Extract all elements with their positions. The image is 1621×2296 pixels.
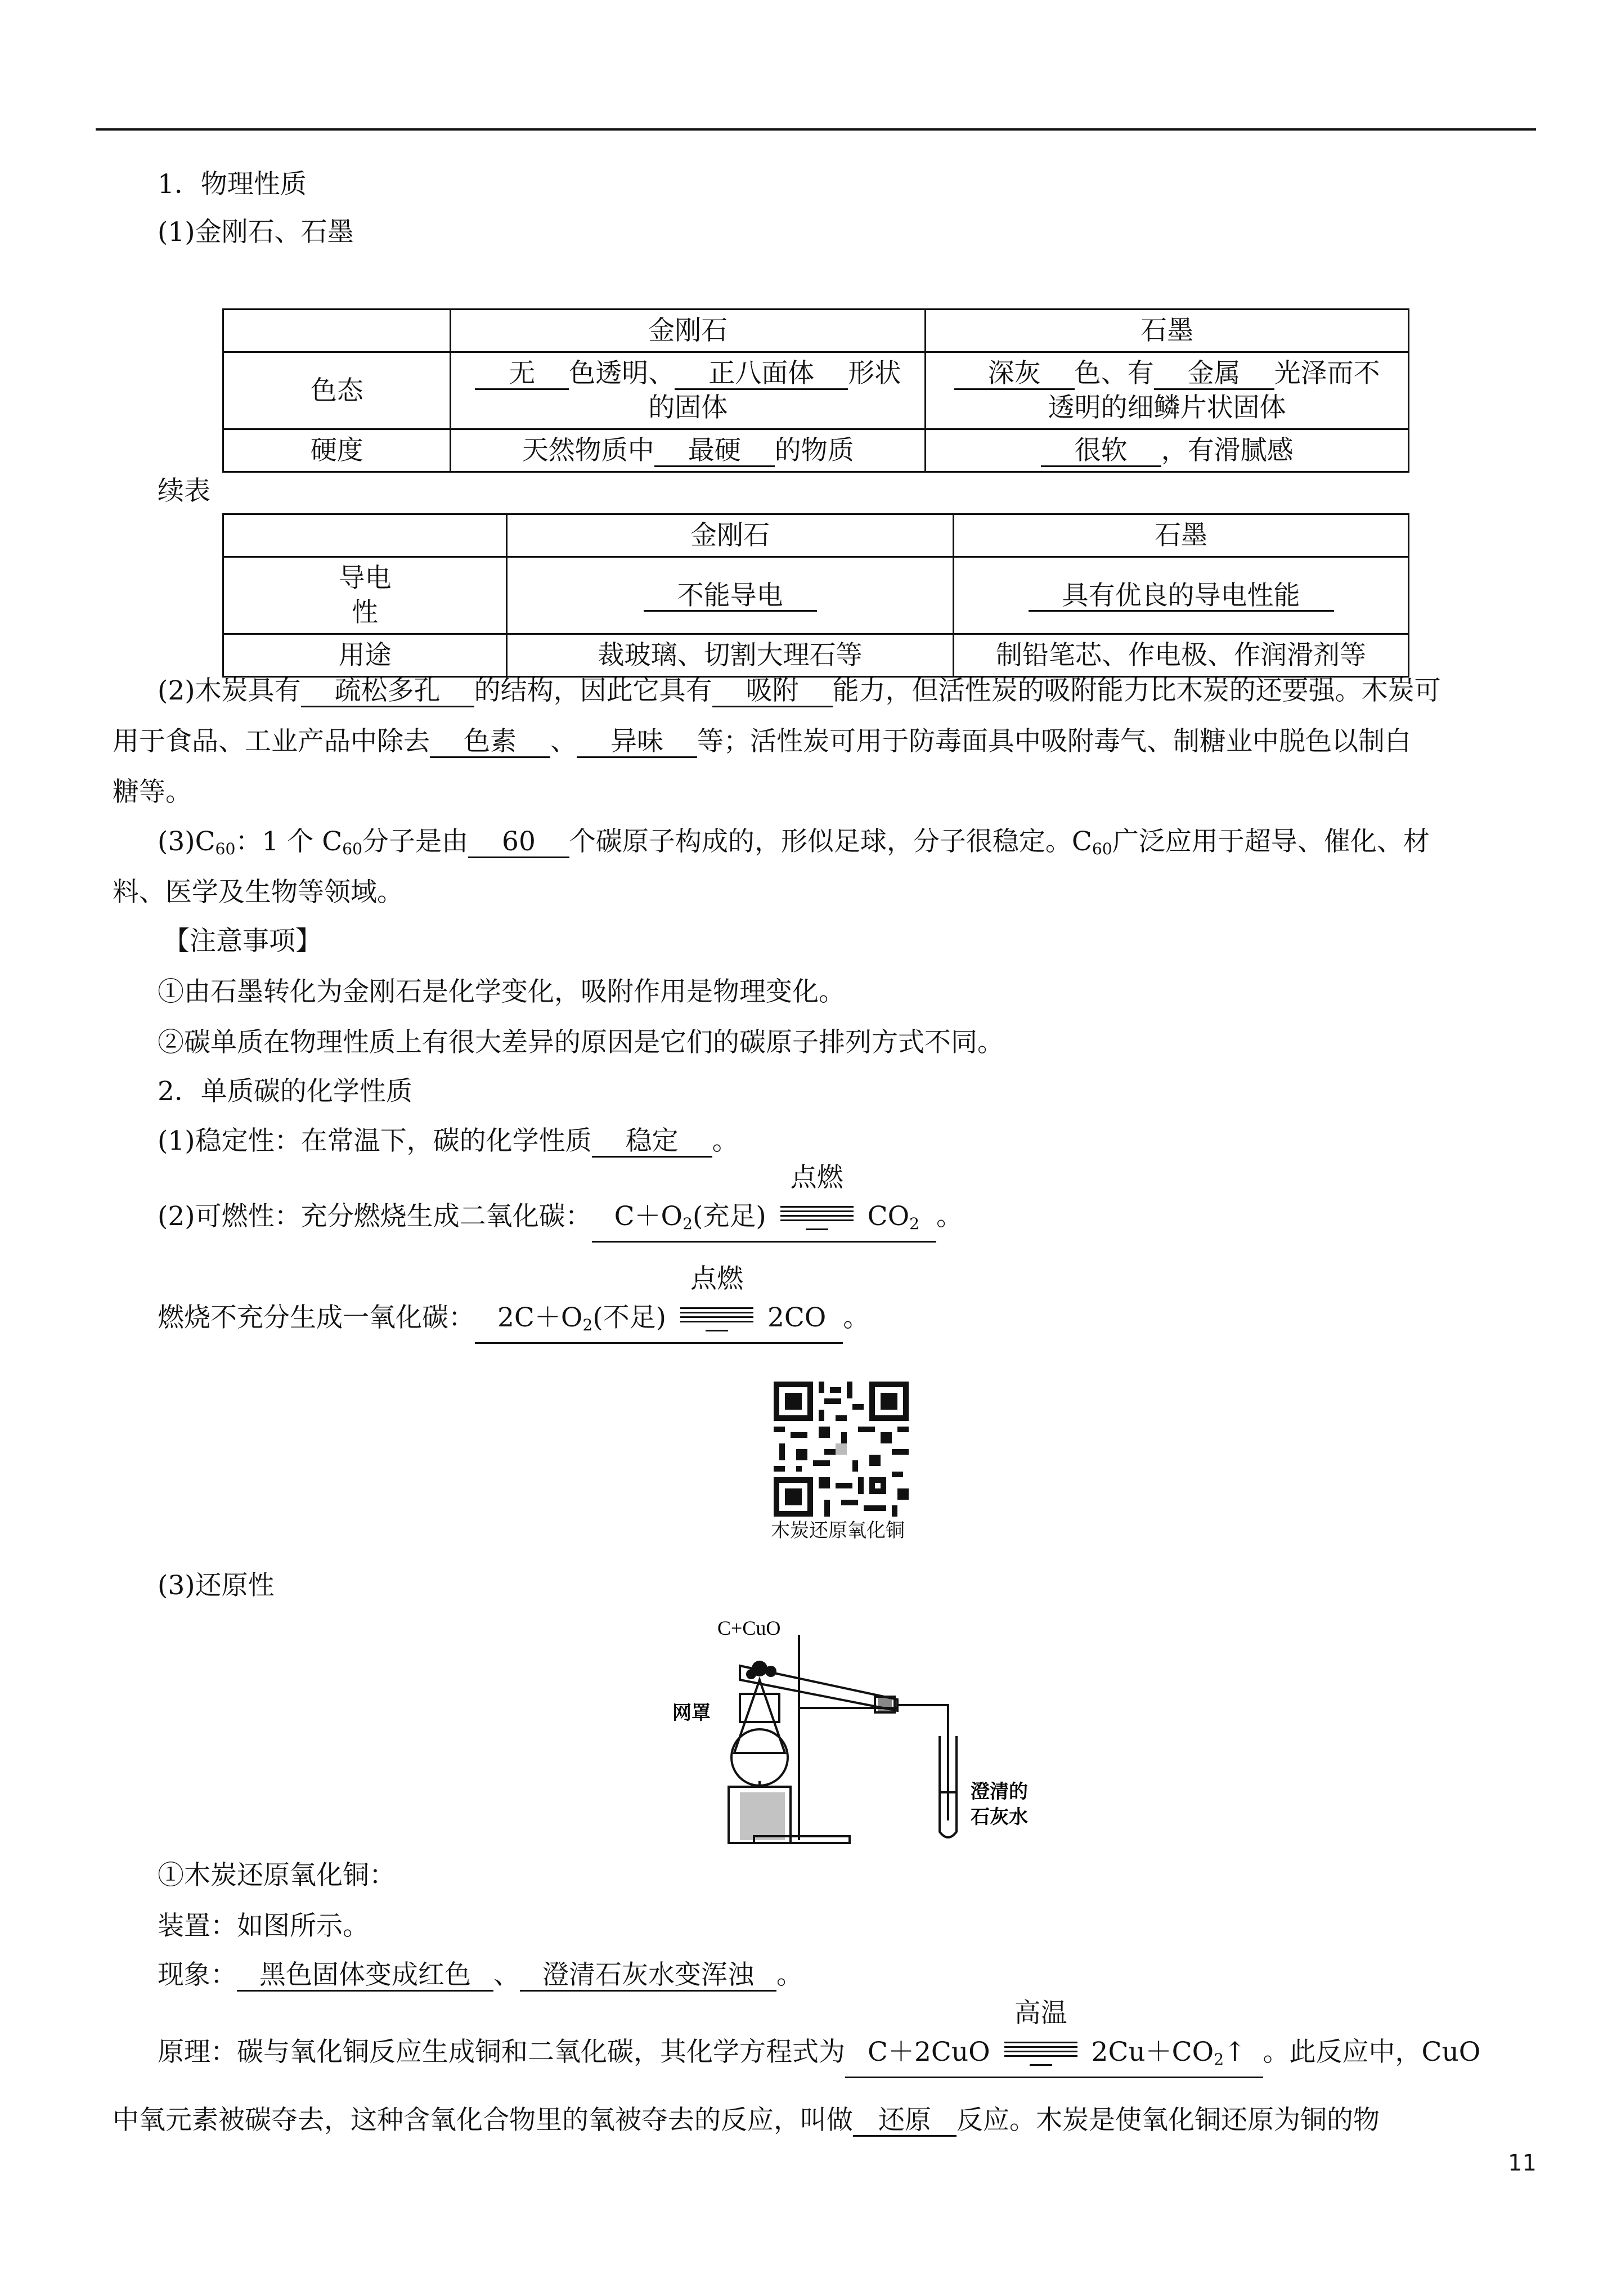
cell-graphite-hardness: 很软 ，有滑腻感 [926, 429, 1409, 472]
answer-blank: 深灰 [954, 359, 1075, 390]
header-rule [96, 128, 1536, 131]
combustion-line2: 燃烧不充分生成一氧化碳： $2C+O_2$(不足) 点燃 2CO 。 [158, 1297, 869, 1344]
answer-blank: 黑色固体变成红色 [237, 1961, 493, 1992]
answer-blank: 具有优良的导电性能 [1029, 581, 1334, 612]
answer-blank: 很软 [1041, 436, 1161, 467]
row-label-color: 色态 [223, 352, 451, 429]
row-label-conductivity: 导电 性 [223, 557, 507, 634]
row-label-hardness: 硬度 [223, 429, 451, 472]
equation-blank: $C+O_2$(充足) 点燃 $CO_2$ [592, 1196, 936, 1243]
label-limewater-1: 澄清的 [971, 1781, 1028, 1803]
section1-title: 1．物理性质 [158, 169, 307, 200]
answer-blank: 色素 [430, 727, 550, 758]
label-gauze: 网罩 [672, 1702, 711, 1724]
para2-line1: (2)木炭具有 疏松多孔 的结构，因此它具有 吸附 能力，但活性炭的吸附能力比木炭的还要强。木炭可 [158, 675, 1441, 706]
cell-diamond-uses: 裁玻璃、切割大理石等 [507, 634, 954, 677]
cell-diamond-conductivity [507, 557, 954, 634]
reaction-condition: 高温 [999, 2032, 1083, 2077]
stability-line: (1)稳定性：在常温下，碳的化学性质 稳定 。 [158, 1125, 739, 1156]
answer-blank: 不能导电 [644, 581, 817, 612]
qr-caption: 木炭还原氧化铜 [771, 1519, 905, 1542]
header-graphite: 石墨 [954, 514, 1409, 557]
cell-diamond-hardness: 天然物质中 最硬 的物质 [451, 429, 926, 472]
equation-blank: C＋2CuO 高温 $2Cu+CO_2↑$ [845, 2032, 1263, 2078]
answer-blank: 金属 [1154, 359, 1274, 390]
para2-line3: 糖等。 [113, 777, 192, 808]
table-cell [223, 310, 451, 352]
cell-graphite-uses: 制铅笔芯、作电极、作润滑剂等 [954, 634, 1409, 677]
para3-line2: 料、医学及生物等领域。 [113, 877, 403, 908]
reaction-condition: 点燃 [675, 1297, 759, 1342]
section2-title: 2．单质碳的化学性质 [158, 1076, 412, 1107]
table-cell [223, 514, 507, 557]
cell-graphite-conductivity [954, 557, 1409, 634]
reaction-condition: 点燃 [775, 1196, 859, 1241]
label-reactants: C+CuO [717, 1617, 781, 1639]
cell-diamond-color: 无 色透明、 正八面体 形状 的固体 [451, 352, 926, 429]
note-1: ①由石墨转化为金刚石是化学变化，吸附作用是物理变化。 [158, 976, 845, 1007]
properties-table-continued [222, 513, 1409, 678]
para3-line1: $(3)C_{60}$：1 个 $C_{60}$分子是由 60 个碳原子构成的，形似足球，分子很稳定。$C_{60}$广泛应用于超导、催化、材 [158, 826, 1430, 859]
answer-blank: 最硬 [654, 436, 775, 467]
phenomenon-line: 现象： 黑色固体变成红色 、 澄清石灰水变浑浊 。 [158, 1959, 803, 1990]
combustion-line1: (2)可燃性：充分燃烧生成二氧化碳： $C+O_2$(充足) 点燃 $CO_2$ 。 [158, 1196, 963, 1243]
cell-graphite-color: 深灰 色、有 金属 光泽而不 透明的细鳞片状固体 [926, 352, 1409, 429]
answer-blank: 吸附 [712, 676, 833, 707]
alcohol-lamp [731, 1729, 788, 1786]
header-diamond: 金刚石 [451, 310, 926, 352]
answer-blank: 疏松多孔 [301, 676, 474, 707]
header-graphite: 石墨 [926, 310, 1409, 352]
notes-title: 【注意事项】 [163, 926, 322, 957]
label-limewater-2: 石灰水 [971, 1806, 1028, 1828]
answer-blank: 无 [475, 359, 569, 390]
reduction-title: (3)还原性 [158, 1570, 275, 1601]
note-2: ②碳单质在物理性质上有很大差异的原因是它们的碳原子排列方式不同。 [158, 1027, 1004, 1058]
reduction-sub1: ①木炭还原氧化铜： [158, 1860, 396, 1891]
page-number: 11 [1508, 2150, 1537, 2176]
burner-flame-guard [734, 1680, 785, 1753]
apparatus-illustration [655, 1612, 1083, 1849]
answer-blank: 正八面体 [675, 359, 848, 390]
apparatus-diagram [655, 1612, 1083, 1849]
row-label-uses: 用途 [223, 634, 507, 677]
header-diamond: 金刚石 [507, 514, 954, 557]
principle-line1: 原理：碳与氧化铜反应生成铜和二氧化碳，其化学方程式为 C＋2CuO 高温 $2Cu+CO_2↑$ 。此反应中，CuO [158, 2032, 1480, 2078]
para2-line2: 用于食品、工业产品中除去 色素 、 异味 等；活性炭可用于防毒面具中吸附毒气、制糖业中脱色以制白 [113, 726, 1411, 757]
equation-blank: $2C+O_2$(不足) 点燃 2CO [475, 1297, 843, 1344]
sub1-title: (1)金刚石、石墨 [158, 217, 354, 248]
continued-label: 续表 [158, 476, 210, 506]
answer-blank: 稳定 [592, 1127, 712, 1158]
answer-blank: 还原 [853, 2106, 957, 2137]
properties-table [222, 308, 1409, 473]
qr-code-icon [774, 1382, 909, 1517]
principle-line2: 中氧元素被碳夺去，这种含氧化合物里的氧被夺去的反应，叫做 还原 反应。木炭是使氧化铜还原为铜的物 [113, 2105, 1380, 2136]
answer-blank: 澄清石灰水变浑浊 [520, 1961, 776, 1992]
answer-blank: 异味 [577, 727, 697, 758]
device-line: 装置：如图所示。 [158, 1911, 369, 1941]
qr-code[interactable] [774, 1382, 909, 1524]
answer-blank: 60 [468, 827, 569, 858]
